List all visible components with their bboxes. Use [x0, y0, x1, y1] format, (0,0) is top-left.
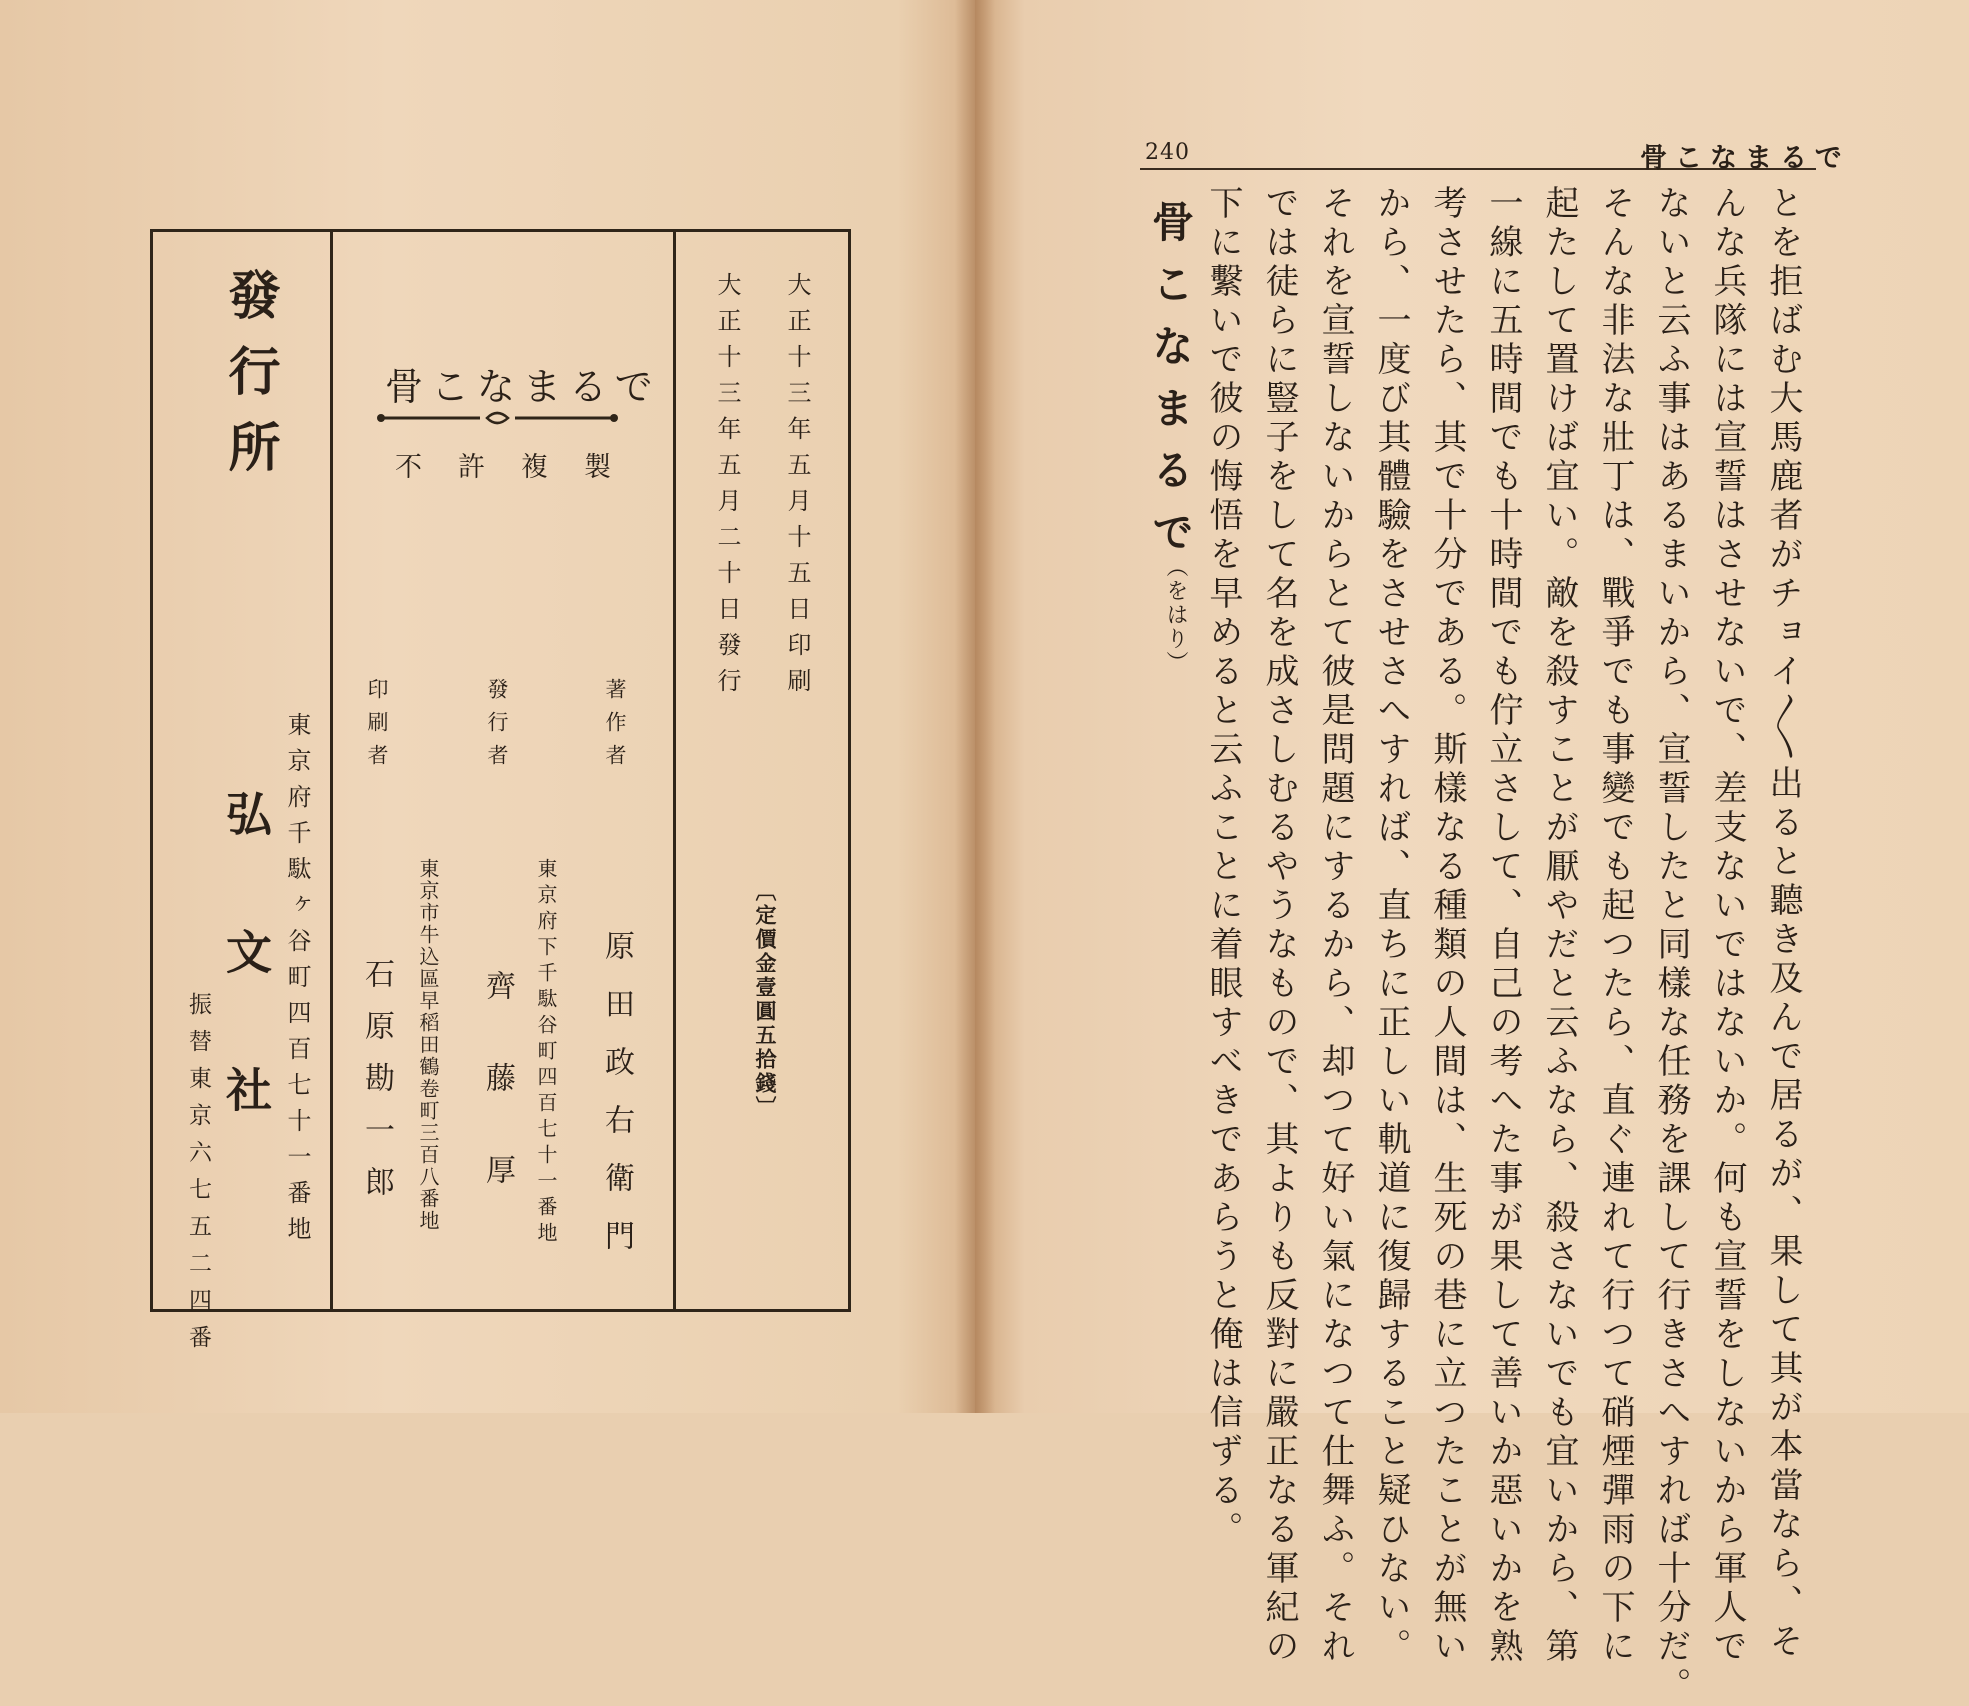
- running-title: 骨こなまるで: [1640, 143, 1850, 174]
- book-gutter: [955, 0, 995, 1413]
- body-line-3: ないと云ふ事はあるまいから、宣誓したと同樣な任務を課して行きさへすれば十分だ。: [1651, 185, 1691, 1706]
- printer-name: 石原勘一郎: [359, 958, 394, 1218]
- company-name: 弘文社: [219, 790, 273, 1204]
- printing-date: 大正十三年五月十五日印刷: [783, 272, 811, 704]
- colophon-divider-right: [673, 229, 676, 1309]
- book-title: 骨こなまるで: [385, 365, 661, 409]
- body-line-7: 考させたら、其で十分である。斯樣なる種類の人間は、生死の巷に立つたことが無い: [1427, 185, 1467, 1667]
- printer-label: 印刷者: [365, 678, 389, 777]
- company-address: 東京府千駄ヶ谷町四百七十一番地: [283, 712, 311, 1252]
- body-line-9: それを宣誓しないからとて彼是問題にするから、却つて好い氣になつて仕舞ふ。それ: [1315, 185, 1355, 1667]
- body-line-11: 下に繫いで彼の悔悟を早めると云ふことに着眼すべきであらうと俺は信ずる。: [1203, 185, 1243, 1550]
- price-label: 〔定價金壹圓五拾錢〕: [753, 880, 778, 1120]
- end-note: （をはり）: [1163, 555, 1188, 675]
- body-line-6: 一線に五時間でも十時間でも佇立さして、自己の考へた事が果して善いか惡いかを熟: [1483, 185, 1523, 1667]
- author-label: 著作者: [603, 678, 627, 777]
- body-line-10: では徒らに豎子をして名を成さしむるやうなもので、其よりも反對に嚴正なる軍紀の: [1259, 185, 1299, 1667]
- publisher-office-heading: 發行所: [219, 268, 280, 496]
- transfer-account: 振替東京六七五二四番: [185, 992, 211, 1362]
- publisher-name: 齊藤厚: [480, 970, 515, 1246]
- publisher-address: 東京府下千駄谷町四百七十一番地: [534, 858, 558, 1248]
- text-page: [975, 0, 1969, 1413]
- printer-address: 東京市牛込區早稻田鶴卷町三百八番地: [416, 858, 440, 1232]
- copyright-notice: 不許複製: [395, 452, 647, 483]
- body-line-4: そんな非法な壯丁は、戰爭でも事變でも起つたら、直ぐ連れて行つて硝煙彈雨の下に: [1595, 185, 1635, 1667]
- author-name: 原田政右衛門: [599, 930, 634, 1278]
- ornament-rule: [375, 410, 620, 426]
- body-line-8: から、一度び其體驗をさせさへすれば、直ちに正しい軌道に復歸すること疑ひない。: [1371, 185, 1411, 1667]
- body-line-1: とを拒ばむ大馬鹿者がチョイ〳〵出ると聽き及んで居るが、果して其が本當なら、そ: [1763, 185, 1803, 1662]
- page-number: 240: [1145, 140, 1190, 165]
- colophon-divider-left: [330, 229, 333, 1309]
- publisher-label: 發行者: [485, 678, 509, 777]
- body-line-5: 起たして置けば宜い。敵を殺すことが厭やだと云ふなら、殺さないでも宜いから、第: [1539, 185, 1579, 1667]
- body-line-2: んな兵隊には宣誓はさせないで、差支ないではないか。何も宣誓をしないから軍人で: [1707, 185, 1747, 1667]
- publication-date: 大正十三年五月二十日發行: [713, 272, 741, 704]
- end-title: 骨こなまるで: [1146, 200, 1195, 572]
